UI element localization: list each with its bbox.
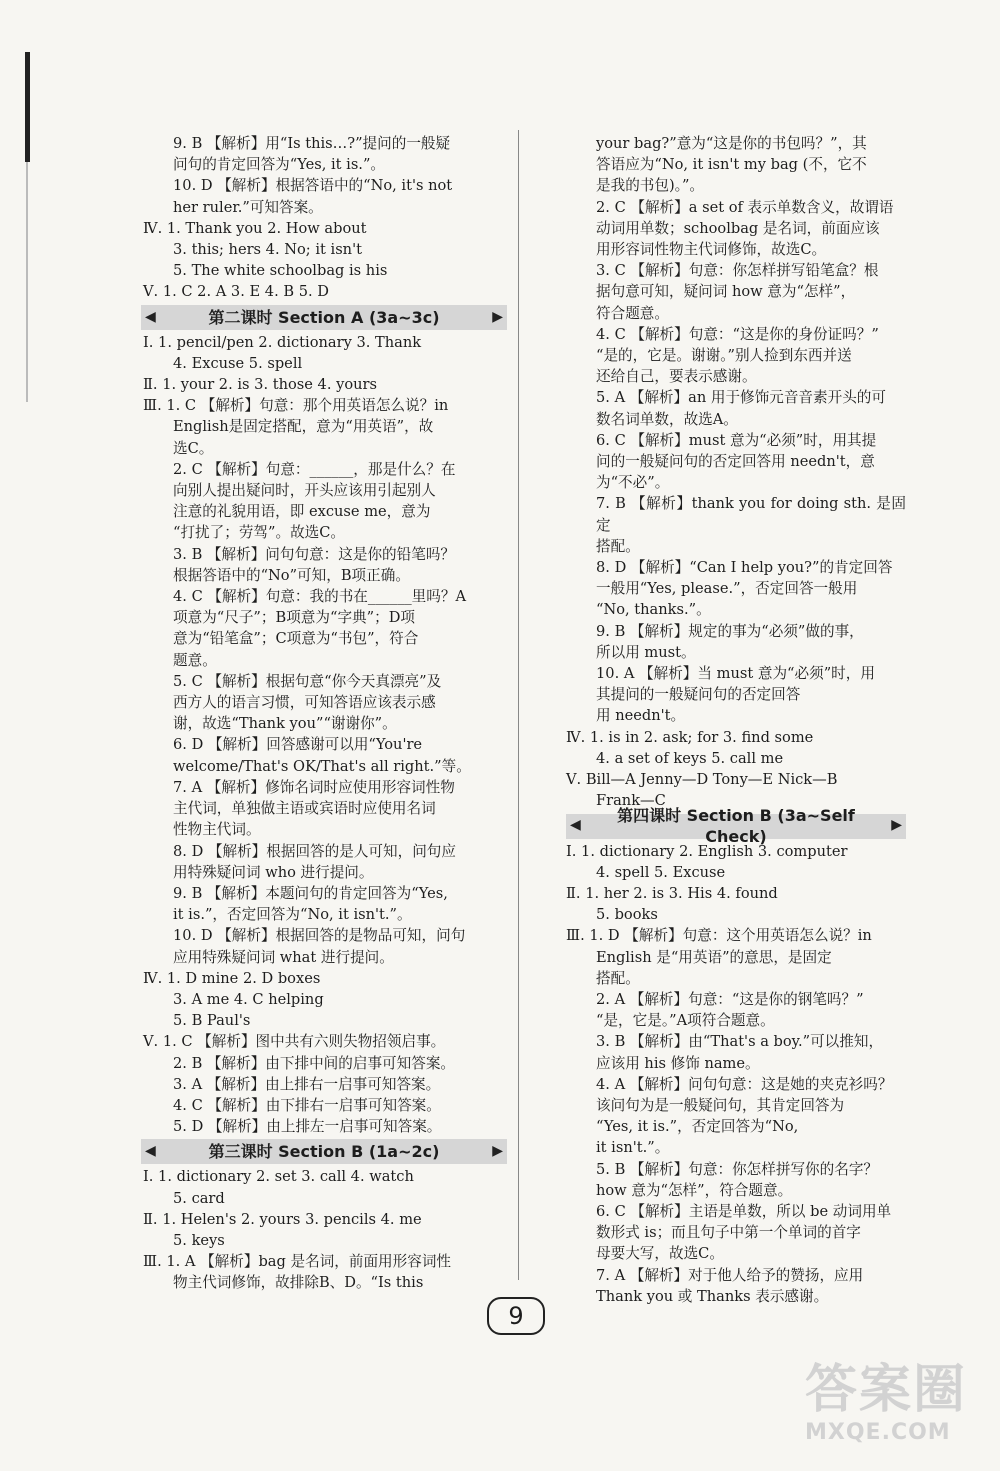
answer-line: 主代词，单独做主语或宾语时应使用名词 [173,800,436,818]
answer-line: Frank—C [596,792,666,810]
answer-line: 3. this; hers 4. No; it isn't [173,241,362,259]
answer-line: how 意为“怎样”，符合题意。 [596,1181,793,1199]
watermark-logo [805,1360,985,1460]
answer-line: 一般用“Yes, please.”，否定回答一般用 [596,580,858,598]
answer-line: 6. C 【解析】must 意为“必须”时，用其提 [596,431,877,449]
answer-line: “是的，它是。谢谢。”别人捡到东西并送 [596,347,852,365]
answer-line: 向别人提出疑问时，开头应该用引起别人 [173,482,436,500]
answer-line: Ⅱ. 1. her 2. is 3. His 4. found [566,884,778,902]
answer-line: 搭配。 [596,537,640,555]
answer-line: 2. C 【解析】a set of 表示单数含义，故谓语 [596,198,894,216]
answer-line: 是我的书包)。”。 [596,177,705,195]
answer-line: “Yes, it is.”，否定回答为“No, [596,1118,799,1136]
answer-line: 7. B 【解析】thank you for doing sth. 是固定 [596,495,906,534]
answer-line: 意为“铅笔盒”；C项意为“书包”，符合 [173,630,419,648]
answer-line: 5. C 【解析】根据句意“你今天真漂亮”及 [173,672,442,690]
answer-line: Thank you 或 Thanks 表示感谢。 [596,1287,829,1305]
answer-line: 2. A 【解析】句意：“这是你的钢笔吗？” [596,990,864,1008]
answer-line: 母要大写，故选C。 [596,1245,724,1263]
section-title: 第四课时 Section B (3a~Self Check) [617,805,855,846]
answer-line: Ⅱ. 1. Helen's 2. yours 3. pencils 4. me [143,1210,422,1228]
triangle-left-icon: ◀ [145,1143,156,1160]
answer-line: 9. B 【解析】用“Is this…?”提问的一般疑 [173,135,451,152]
answer-line: 搭配。 [596,969,640,987]
answer-line: 根据答语中的“No”可知，B项正确。 [173,566,410,584]
answer-line: 9. B 【解析】本题问句的肯定回答为“Yes, [173,884,448,902]
answer-line: 9. B 【解析】规定的事为“必须”做的事， [596,622,864,640]
answer-line: 4. a set of keys 5. call me [596,749,784,767]
answer-line: 10. D 【解析】根据回答的是物品可知，问句 [173,927,466,945]
answer-line: 应该用 his 修饰 name。 [596,1054,760,1072]
answer-line: Ⅳ. 1. is in 2. ask; for 3. find some [566,728,814,746]
watermark-url: MXQE.COM [805,1420,951,1445]
answer-line: 3. A me 4. C helping [173,990,324,1008]
answer-line: her ruler.”可知答案。 [173,198,323,216]
answer-line: 5. D 【解析】由上排左一启事可知答案。 [173,1118,442,1136]
answer-line: 用形容词性物主代词修饰，故选C。 [596,241,827,259]
column-divider [518,130,519,1280]
answer-line: Ⅰ. 1. dictionary 2. set 3. call 4. watch [143,1168,414,1186]
answer-line: 5. card [173,1189,225,1207]
answer-line: Ⅳ. 1. Thank you 2. How about [143,219,367,237]
answer-line: 其提问的一般疑问句的否定回答 [596,686,801,704]
answer-line: 3. C 【解析】句意：你怎样拼写铅笔盒？根 [596,262,879,280]
answer-line: “打扰了；劳驾”。故选C。 [173,524,346,542]
answer-line: 5. B Paul's [173,1012,251,1030]
section-banner [141,1139,507,1164]
answer-line: 谢，故选“Thank you”“谢谢你”。 [173,715,397,733]
answer-line: 题意。 [173,651,217,669]
answer-line: 7. A 【解析】对于他人给予的赞扬，应用 [596,1266,864,1284]
answer-line: 10. A 【解析】当 must 意为“必须”时，用 [596,665,875,683]
triangle-left-icon: ◀ [570,817,581,834]
answer-line: 5. B 【解析】句意：你怎样拼写你的名字？ [596,1160,879,1178]
watermark-text: 答案圈 [805,1360,968,1420]
binding-mark [25,52,30,162]
answer-line: 5. books [596,906,658,924]
answer-line: 5. A 【解析】an 用于修饰元音音素开头的可 [596,389,886,407]
answer-line: 6. C 【解析】主语是单数，所以 be 动词用单 [596,1202,892,1220]
answer-line: 物主代词修饰，故排除B、D。“Is this [173,1274,424,1292]
answer-line: 符合题意。 [596,304,669,322]
answer-line: 所以用 must。 [596,643,696,661]
answer-line: 3. B 【解析】问句句意：这是你的铅笔吗？ [173,545,456,563]
answer-line: Ⅲ. 1. D 【解析】句意：这个用英语怎么说？in [566,927,872,945]
answer-line: Ⅴ. 1. C 2. A 3. E 4. B 5. D [143,283,329,301]
answer-line: 问的一般疑问句的否定回答用 needn't，意 [596,453,875,471]
answer-line: 选C。 [173,439,214,457]
answer-line: 10. D 【解析】根据答语中的“No, it's not [173,177,453,195]
answer-line: 为“不必”。 [596,474,670,492]
answer-line: 4. C 【解析】句意：“这是你的身份证吗？” [596,325,879,343]
left-column [143,133,505,1294]
answer-line: 该问句为是一般疑问句，其肯定回答为 [596,1096,845,1114]
answer-line: 4. C 【解析】由下排右一启事可知答案。 [173,1096,441,1114]
answer-line: English是固定搭配，意为“用英语”，故 [173,418,434,436]
answer-line: it is.”，否定回答为“No, it isn't.”。 [173,906,412,924]
answer-line: Ⅲ. 1. C 【解析】句意：那个用英语怎么说？in [143,397,449,415]
triangle-left-icon: ◀ [145,308,156,325]
page-number: 9 [487,1297,545,1335]
answer-line: Ⅳ. 1. D mine 2. D boxes [143,969,321,987]
triangle-right-icon: ▶ [492,1143,503,1160]
answer-line: Ⅲ. 1. A 【解析】bag 是名词，前面用形容词性 [143,1253,452,1271]
answer-line: 4. C 【解析】句意：我的书在______里吗？A [173,588,467,606]
answer-line: your bag?”意为“这是你的书包吗？”，其 [596,135,867,152]
answer-line: 用特殊疑问词 who 进行提问。 [173,863,374,881]
answer-line: 答语应为“No, it isn't my bag (不，它不 [596,156,867,174]
right-column [566,133,906,1307]
answer-line: 据句意可知，疑问词 how 意为“怎样”， [596,283,856,301]
section-banner [141,305,507,330]
answer-line: 8. D 【解析】“Can I help you?”的肯定回答 [596,559,893,577]
answer-line: 4. spell 5. Excuse [596,863,726,881]
answer-line: 用 needn't。 [596,707,686,725]
answer-line: “是，它是。”A项符合题意。 [596,1012,775,1030]
answer-line: 应用特殊疑问词 what 进行提问。 [173,948,394,966]
answer-line: 5. keys [173,1231,225,1249]
answer-line: Ⅱ. 1. your 2. is 3. those 4. yours [143,376,377,394]
answer-line: 8. D 【解析】根据回答的是人可知，问句应 [173,842,456,860]
answer-line: 5. The white schoolbag is his [173,262,388,280]
answer-line: 问句的肯定回答为“Yes, it is.”。 [173,156,386,174]
answer-line: it isn't.”。 [596,1139,670,1157]
triangle-right-icon: ▶ [891,817,902,834]
answer-line: 3. A 【解析】由上排右一启事可知答案。 [173,1075,441,1093]
section-banner [566,805,906,846]
answer-line: 2. B 【解析】由下排中间的启事可知答案。 [173,1054,456,1072]
answer-line: Ⅰ. 1. dictionary 2. English 3. computer [566,842,848,860]
answer-line: 西方人的语言习惯，可知答语应该表示感 [173,694,436,712]
answer-line: 2. C 【解析】句意：______，那是什么？在 [173,460,456,478]
answer-line: 7. A 【解析】修饰名词时应使用形容词性物 [173,778,455,796]
answer-line: welcome/That's OK/That's all right.”等。 [173,757,471,775]
binding-line [26,162,28,402]
triangle-right-icon: ▶ [492,308,503,325]
answer-line: 性物主代词。 [173,821,261,839]
answer-line: 数名词单数，故选A。 [596,410,738,428]
answer-line: “No, thanks.”。 [596,601,711,619]
answer-line: Ⅰ. 1. pencil/pen 2. dictionary 3. Thank [143,333,422,351]
answer-line: 3. B 【解析】由“That's a boy.”可以推知， [596,1033,884,1051]
answer-line: 还给自己，要表示感谢。 [596,368,757,386]
answer-line: 动词用单数；schoolbag 是名词，前面应该 [596,219,880,237]
answer-line: 4. Excuse 5. spell [173,354,303,372]
section-title: 第三课时 Section B (1a~2c) [208,1142,440,1162]
answer-line: 6. D 【解析】回答感谢可以用“You're [173,736,423,754]
answer-line: 4. A 【解析】问句句意：这是她的夹克衫吗？ [596,1075,893,1093]
answer-line: Ⅴ. Bill—A Jenny—D Tony—E Nick—B [566,771,838,789]
answer-line: Ⅴ. 1. C 【解析】图中共有六则失物招领启事。 [143,1033,446,1051]
answer-line: English 是“用英语”的意思，是固定 [596,948,832,966]
answer-line: 注意的礼貌用语，即 excuse me，意为 [173,503,431,521]
answer-line: 项意为“尺子”；B项意为“字典”；D项 [173,609,415,627]
answer-line: 数形式 is；而且句子中第一个单词的首字 [596,1224,861,1242]
section-title: 第二课时 Section A (3a~3c) [208,307,440,327]
